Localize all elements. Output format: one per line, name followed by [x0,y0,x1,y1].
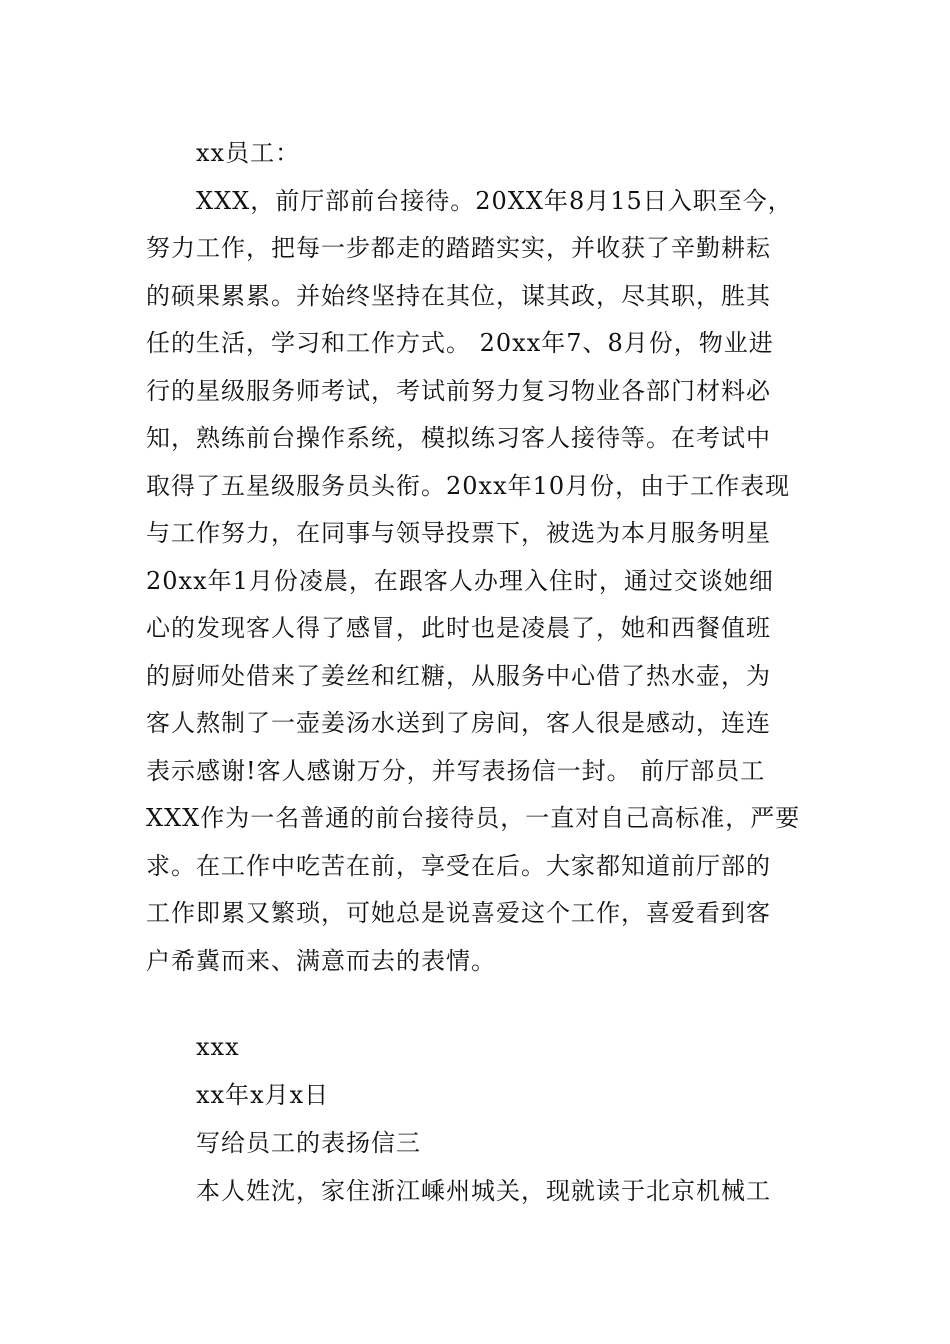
signature: xxx [196,1033,240,1061]
body-line: 知，熟练前台操作系统，模拟练习客人接待等。在考试中 [146,424,771,452]
body-line: 表示感谢!客人感谢万分，并写表扬信一封。 前厅部员工 [146,757,766,785]
body-line: 本人姓沈，家住浙江嵊州城关，现就读于北京机械工 [196,1177,771,1205]
body-line: XXX作为一名普通的前台接待员，一直对自己高标准，严要 [146,804,801,832]
body-line: 的硕果累累。并始终坚持在其位，谋其政，尽其职，胜其 [146,282,771,310]
body-line: 工作即累又繁琐，可她总是说喜爱这个工作，喜爱看到客 [146,899,771,927]
body-line: 的厨师处借来了姜丝和红糖，从服务中心借了热水壶，为 [146,662,771,690]
date: xx年x月x日 [196,1081,330,1109]
body-line: 求。在工作中吃苦在前，享受在后。大家都知道前厅部的 [146,852,771,880]
body-line: 行的星级服务师考试，考试前努力复习物业各部门材料必 [146,377,771,405]
body-line: 心的发现客人得了感冒，此时也是凌晨了，她和西餐值班 [146,614,771,642]
body-line: 努力工作，把每一步都走的踏踏实实，并收获了辛勤耕耘 [146,234,771,262]
salutation: xx员工： [196,139,301,167]
body-line: 任的生活，学习和工作方式。 20xx年7、8月份，物业进 [146,329,774,357]
body-line: 客人熬制了一壶姜汤水送到了房间，客人很是感动，连连 [146,709,771,737]
body-line: 取得了五星级服务员头衔。20xx年10月份，由于工作表现 [146,472,791,500]
body-line: 与工作努力，在同事与领导投票下，被选为本月服务明星 [146,519,771,547]
section-title: 写给员工的表扬信三 [196,1129,421,1157]
body-line: XXX，前厅部前台接待。20XX年8月15日入职至今， [196,187,793,215]
body-line: 户希冀而来、满意而去的表情。 [146,947,496,975]
body-line: 20xx年1月份凌晨，在跟客人办理入住时，通过交谈她细 [146,567,774,595]
